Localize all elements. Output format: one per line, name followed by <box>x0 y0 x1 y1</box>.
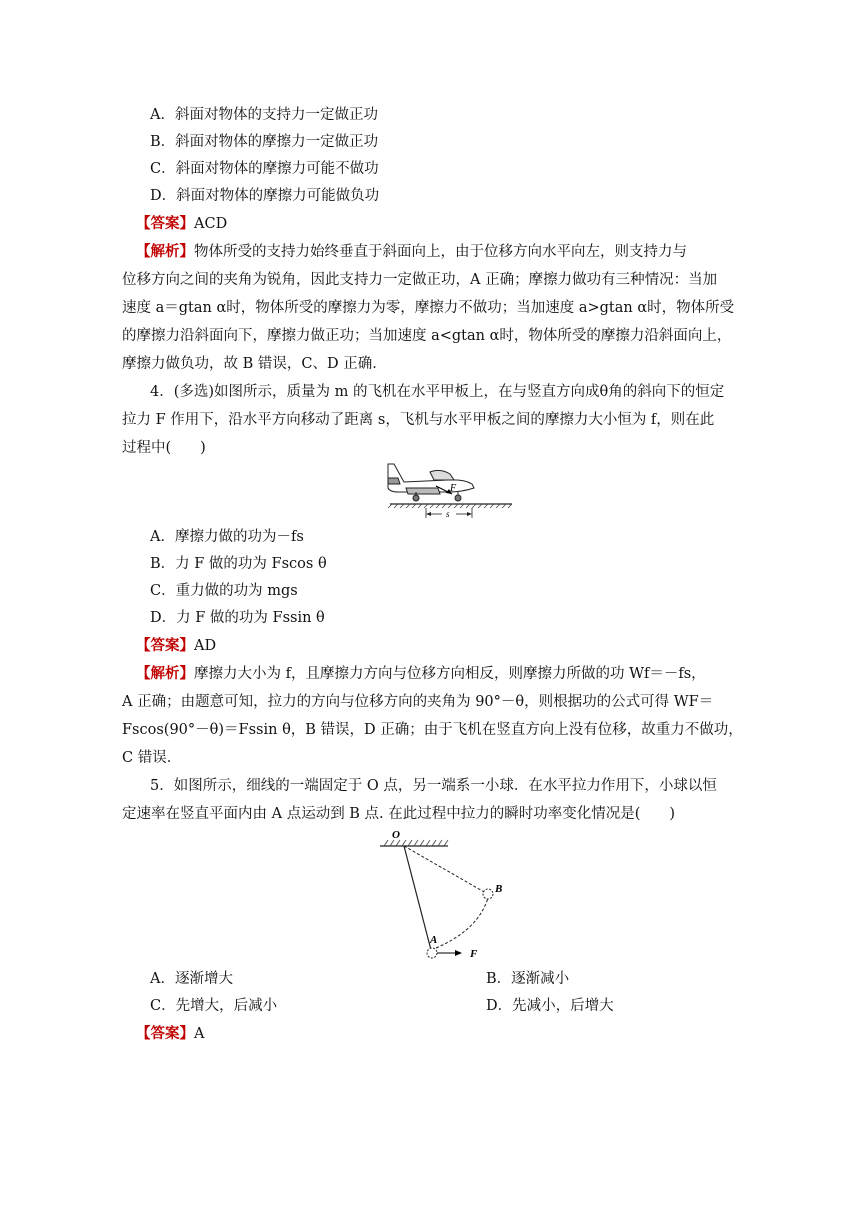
force-label-f: F <box>450 483 457 494</box>
q5-answer <box>136 1024 756 1044</box>
pivot-label-o: O <box>392 829 400 841</box>
answer-label: 【答案】 <box>136 1025 194 1042</box>
analysis-text: 物体所受的支持力始终垂直于斜面向上，由于位移方向水平向左，则支持力与 <box>194 244 687 260</box>
q4-option-d: D．力 F 做的功为 Fssin θ <box>150 610 325 626</box>
q4-option-b: B．力 F 做的功为 Fscos θ <box>150 556 327 572</box>
answer-label: 【答案】 <box>136 637 194 654</box>
q3-analysis-line: 速度 a＝gtan α时，物体所受的摩擦力为零，摩擦力不做功；当加速度 a>gtan α时，物体所受 <box>122 300 735 316</box>
q3-answer <box>136 214 756 234</box>
q5-stem-line: 5．如图所示，细线的一端固定于 O 点，另一端系一小球．在水平拉力作用下，小球以恒 <box>150 778 717 794</box>
q3-analysis-line <box>136 242 742 262</box>
analysis-text: 摩擦力大小为 f，且摩擦力方向与位移方向相反，则摩擦力所做的功 Wf＝－fs， <box>194 666 706 682</box>
q3-option-c: C．斜面对物体的摩擦力可能不做功 <box>150 161 379 177</box>
q3-option-a: A．斜面对物体的支持力一定做正功 <box>150 107 378 123</box>
q5-option-c: C．先增大，后减小 <box>150 998 278 1014</box>
answer-value: ACD <box>194 216 228 232</box>
q4-option-c: C．重力做的功为 mgs <box>150 583 298 599</box>
q4-stem-line: 拉力 F 作用下，沿水平方向移动了距离 s，飞机与水平甲板之间的摩擦力大小恒为 f，则在此 <box>122 412 715 428</box>
q3-option-b: B．斜面对物体的摩擦力一定做正功 <box>150 134 379 150</box>
q4-analysis-line: Fscos(90°－θ)＝Fssin θ，B 错误，D 正确；由于飞机在竖直方向上没有位移，故重力不做功， <box>122 722 743 738</box>
q3-option-d: D．斜面对物体的摩擦力可能做负功 <box>150 188 380 204</box>
force-label-f: F <box>470 948 478 960</box>
q5-option-d: D．先减小，后增大 <box>486 998 614 1014</box>
q4-analysis-line <box>136 664 742 684</box>
answer-value: AD <box>194 638 217 654</box>
q4-analysis-line: A 正确；由题意可知，拉力的方向与位移方向的夹角为 90°－θ，则根据功的公式可得 WF＝ <box>122 694 714 710</box>
distance-label-s: s <box>446 509 450 519</box>
q5-option-b: B．逐渐减小 <box>486 971 570 987</box>
pendulum-figure <box>374 826 514 964</box>
point-label-a: A <box>430 934 438 946</box>
q4-stem-line: 4．(多选)如图所示，质量为 m 的飞机在水平甲板上，在与竖直方向成θ角的斜向下的恒定 <box>150 384 725 400</box>
q5-stem-line: 定速率在竖直平面内由 A 点运动到 B 点. 在此过程中拉力的瞬时功率变化情况是( ) <box>122 806 676 822</box>
answer-value: A <box>194 1026 205 1042</box>
q4-answer <box>136 636 756 656</box>
analysis-label: 【解析】 <box>136 665 194 682</box>
airplane-figure <box>378 458 514 522</box>
analysis-label: 【解析】 <box>136 243 194 260</box>
q3-analysis-line: 摩擦力做负功，故 B 错误，C、D 正确． <box>122 356 387 372</box>
q3-analysis-line: 位移方向之间的夹角为锐角，因此支持力一定做正功，A 正确；摩擦力做功有三种情况：当加 <box>122 272 718 288</box>
q4-analysis-line: C 错误． <box>122 750 182 766</box>
answer-label: 【答案】 <box>136 215 194 232</box>
q3-analysis-line: 的摩擦力沿斜面向下，摩擦力做正功；当加速度 a<gtan α时，物体所受的摩擦力沿斜面向上， <box>122 328 732 344</box>
q4-stem-line: 过程中( ) <box>122 440 206 456</box>
point-label-b: B <box>495 883 503 895</box>
q5-option-a: A．逐渐增大 <box>150 971 233 987</box>
q4-option-a: A．摩擦力做的功为－fs <box>150 529 304 545</box>
